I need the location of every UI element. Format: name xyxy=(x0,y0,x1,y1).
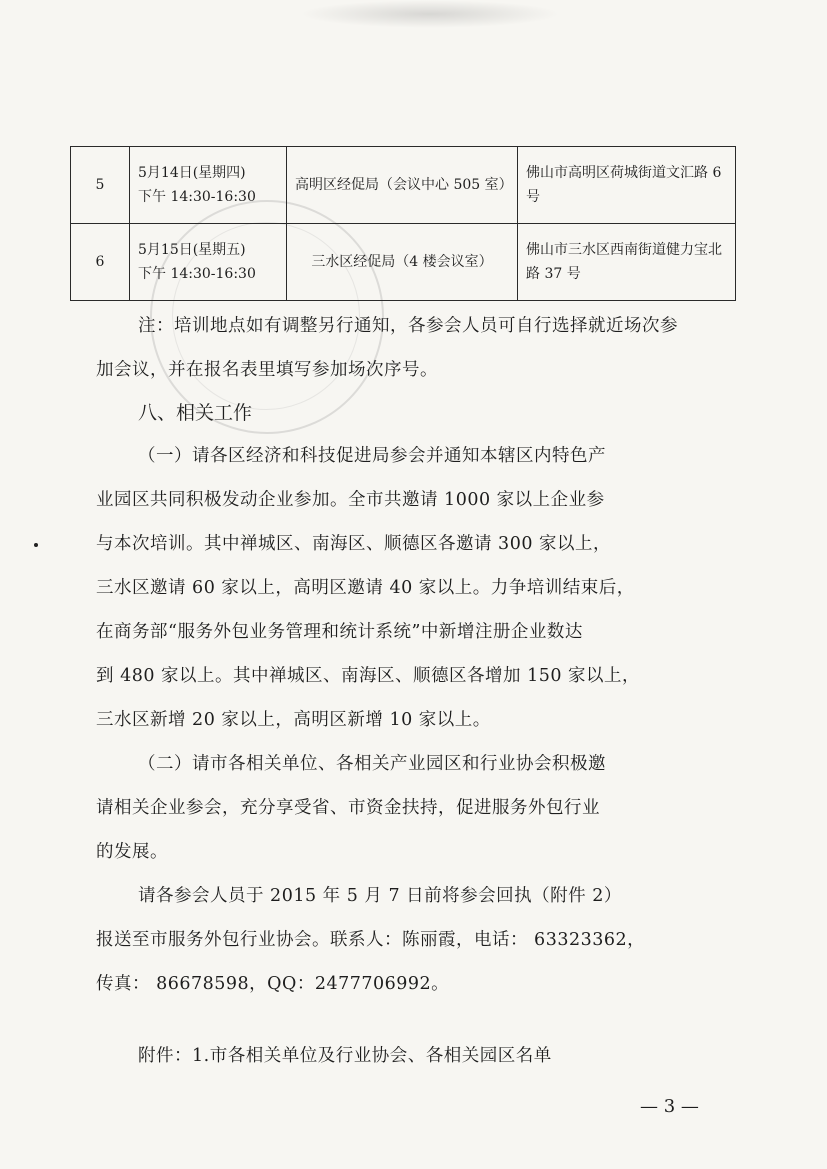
schedule-table xyxy=(70,146,736,301)
paragraph-line: 三水区邀请 60 家以上，高明区邀请 40 家以上。力争培训结束后， xyxy=(96,578,635,598)
paragraph-line: 业园区共同积极发动企业参加。全市共邀请 1000 家以上企业参 xyxy=(96,490,605,510)
row-date: 5月15日(星期五) xyxy=(138,242,246,258)
table-row xyxy=(71,224,736,301)
note-line: 加会议，并在报名表里填写参加场次序号。 xyxy=(96,360,438,380)
table-row xyxy=(71,147,736,224)
paragraph-line: 的发展。 xyxy=(96,842,168,862)
scan-speck xyxy=(34,543,38,547)
paragraph-line: 请相关企业参会，充分享受省、市资金扶持，促进服务外包行业 xyxy=(96,798,600,818)
row-time: 下午 14:30-16:30 xyxy=(138,266,256,282)
row-number: 5 xyxy=(71,147,130,224)
note-line: 注：培训地点如有调整另行通知，各参会人员可自行选择就近场次参 xyxy=(138,316,678,336)
paragraph-line: 与本次培训。其中禅城区、南海区、顺德区各邀请 300 家以上， xyxy=(96,534,612,554)
paragraph-line: 请各参会人员于 2015 年 5 月 7 日前将参会回执（附件 2） xyxy=(138,886,622,906)
paragraph-line: 传真： 86678598，QQ：2477706992。 xyxy=(96,974,450,994)
paragraph-line: （一）请各区经济和科技促进局参会并通知本辖区内特色产 xyxy=(138,446,606,466)
paragraph-line: 在商务部“服务外包业务管理和统计系统”中新增注册企业数达 xyxy=(96,622,583,642)
row-datetime xyxy=(130,224,287,301)
row-address: 佛山市三水区西南街道健力宝北路 37 号 xyxy=(518,224,736,301)
attachment-line: 附件：1.市各相关单位及行业协会、各相关园区名单 xyxy=(138,1046,552,1066)
row-number: 6 xyxy=(71,224,130,301)
row-date: 5月14日(星期四) xyxy=(138,165,246,181)
paragraph-line: 报送至市服务外包行业协会。联系人：陈丽霞，电话： 63323362， xyxy=(96,930,646,950)
row-datetime xyxy=(130,147,287,224)
row-place: 高明区经促局（会议中心 505 室） xyxy=(287,147,518,224)
page-number: — 3 — xyxy=(640,1096,699,1117)
paragraph-line: 到 480 家以上。其中禅城区、南海区、顺德区各增加 150 家以上， xyxy=(96,666,641,686)
section-heading: 八、相关工作 xyxy=(138,402,253,424)
paragraph-line: （二）请市各相关单位、各相关产业园区和行业协会积极邀 xyxy=(138,754,606,774)
row-time: 下午 14:30-16:30 xyxy=(138,189,256,205)
row-address: 佛山市高明区荷城街道文汇路 6 号 xyxy=(518,147,736,224)
paragraph-line: 三水区新增 20 家以上，高明区新增 10 家以上。 xyxy=(96,710,491,730)
row-place: 三水区经促局（4 楼会议室） xyxy=(287,224,518,301)
scan-artifact xyxy=(300,0,560,28)
